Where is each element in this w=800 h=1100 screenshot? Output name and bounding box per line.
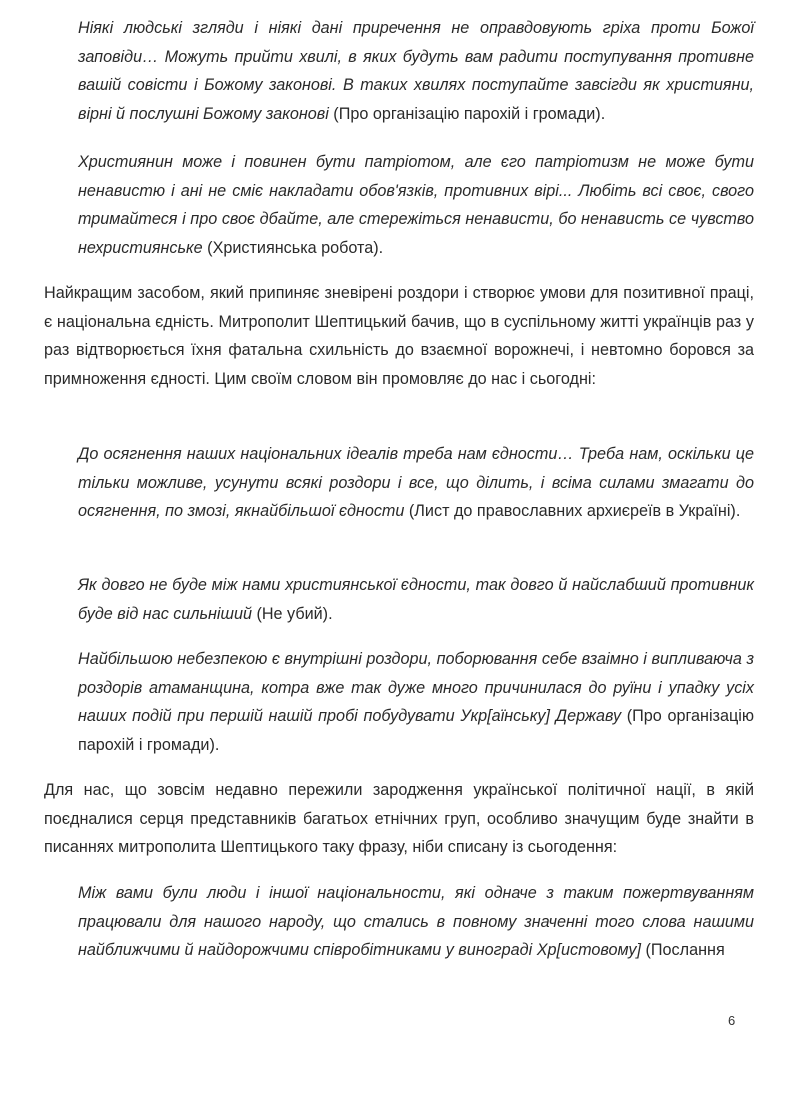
quote-text: Ніякі людські згляди і ніякі дані приречення не оправдовують гріха проти Божої заповіди… Можуть прийти хвилі, в яких будуть вам радити поступування противне вашій совісти і Божому законові. В таких хвилях поступайте завсігди як християни, вірні й послушні Божому законові <box>78 19 754 123</box>
quote-text: Як довго не буде між нами християнської єдности, так довго й найслабший противник буде від нас сильніший <box>78 576 754 623</box>
quote-paragraph <box>78 879 754 965</box>
quote-source: (Про організацію парохій і громади). <box>78 707 754 754</box>
quote-source: (Послання <box>641 941 725 959</box>
body-paragraph: Найкращим засобом, який припиняє зневірені роздори і створює умови для позитивної праці, є національна єдність. Митрополит Шептицький бачив, що в суспільному житті українців раз у раз відтворюється їхня фатальна схильність до взаємної ворожнечі, і невтомно боровся за примноження єдності. Цим своїм словом він промовляє до нас і сьогодні: <box>44 284 754 388</box>
quote-text: Християнин може і повинен бути патріотом, але єго патріотизм не може бути ненавистю і ані не сміє накладати обов'язків, противних вірі... Любіть всі своє, свого тримайтеся і про своє дбайте, але стережіться ненависти, бо ненависть се чувство нехристиянське <box>78 153 754 257</box>
body-paragraph: Для нас, що зовсім недавно пережили зародження української політичної нації, в якій поєдналися серця представників багатьох етнічних груп, особливо значущим буде знайти в писаннях митрополита Шептицького таку фразу, ніби списану із сьогодення: <box>44 781 754 856</box>
quote-source: (Християнська робота). <box>202 238 384 257</box>
quote-paragraph <box>78 14 754 128</box>
quote-source: (Лист до православних архиєреїв в Україні). <box>404 502 741 520</box>
quote-paragraph <box>78 645 754 759</box>
quote-paragraph <box>78 148 754 262</box>
quote-source: (Про організацію парохій і громади). <box>328 104 606 123</box>
page-number: 6 <box>728 1013 736 1028</box>
quote-text: Найбільшою небезпекою є внутрішні роздори, поборювання себе взаімно і випливаюча з роздорів атаманщина, котра вже так дуже много причинилася до руїни і упадку усіх наших подій при першій нашій пробі побудувати Укр[аїнську] Державу <box>78 650 754 725</box>
quote-text: До осягнення наших національних ідеалів треба нам єдности… Треба нам, оскільки це тільки можливе, усунути всякі роздори і все, що ділить, і всіма силами змагати до осягнення, по змозі, якнайбільшої єдности <box>78 445 754 520</box>
quote-text: Між вами були люди і іншої національности, які одначе з таким пожертвуванням працювали для нашого народу, що стались в повному значенні того слова нашими найближчими й найдорожчими співробітниками у винограді Хр[истовому] <box>78 884 754 959</box>
quote-paragraph <box>78 440 754 526</box>
quote-source: (Не убий). <box>251 604 333 623</box>
quote-paragraph <box>78 571 754 628</box>
